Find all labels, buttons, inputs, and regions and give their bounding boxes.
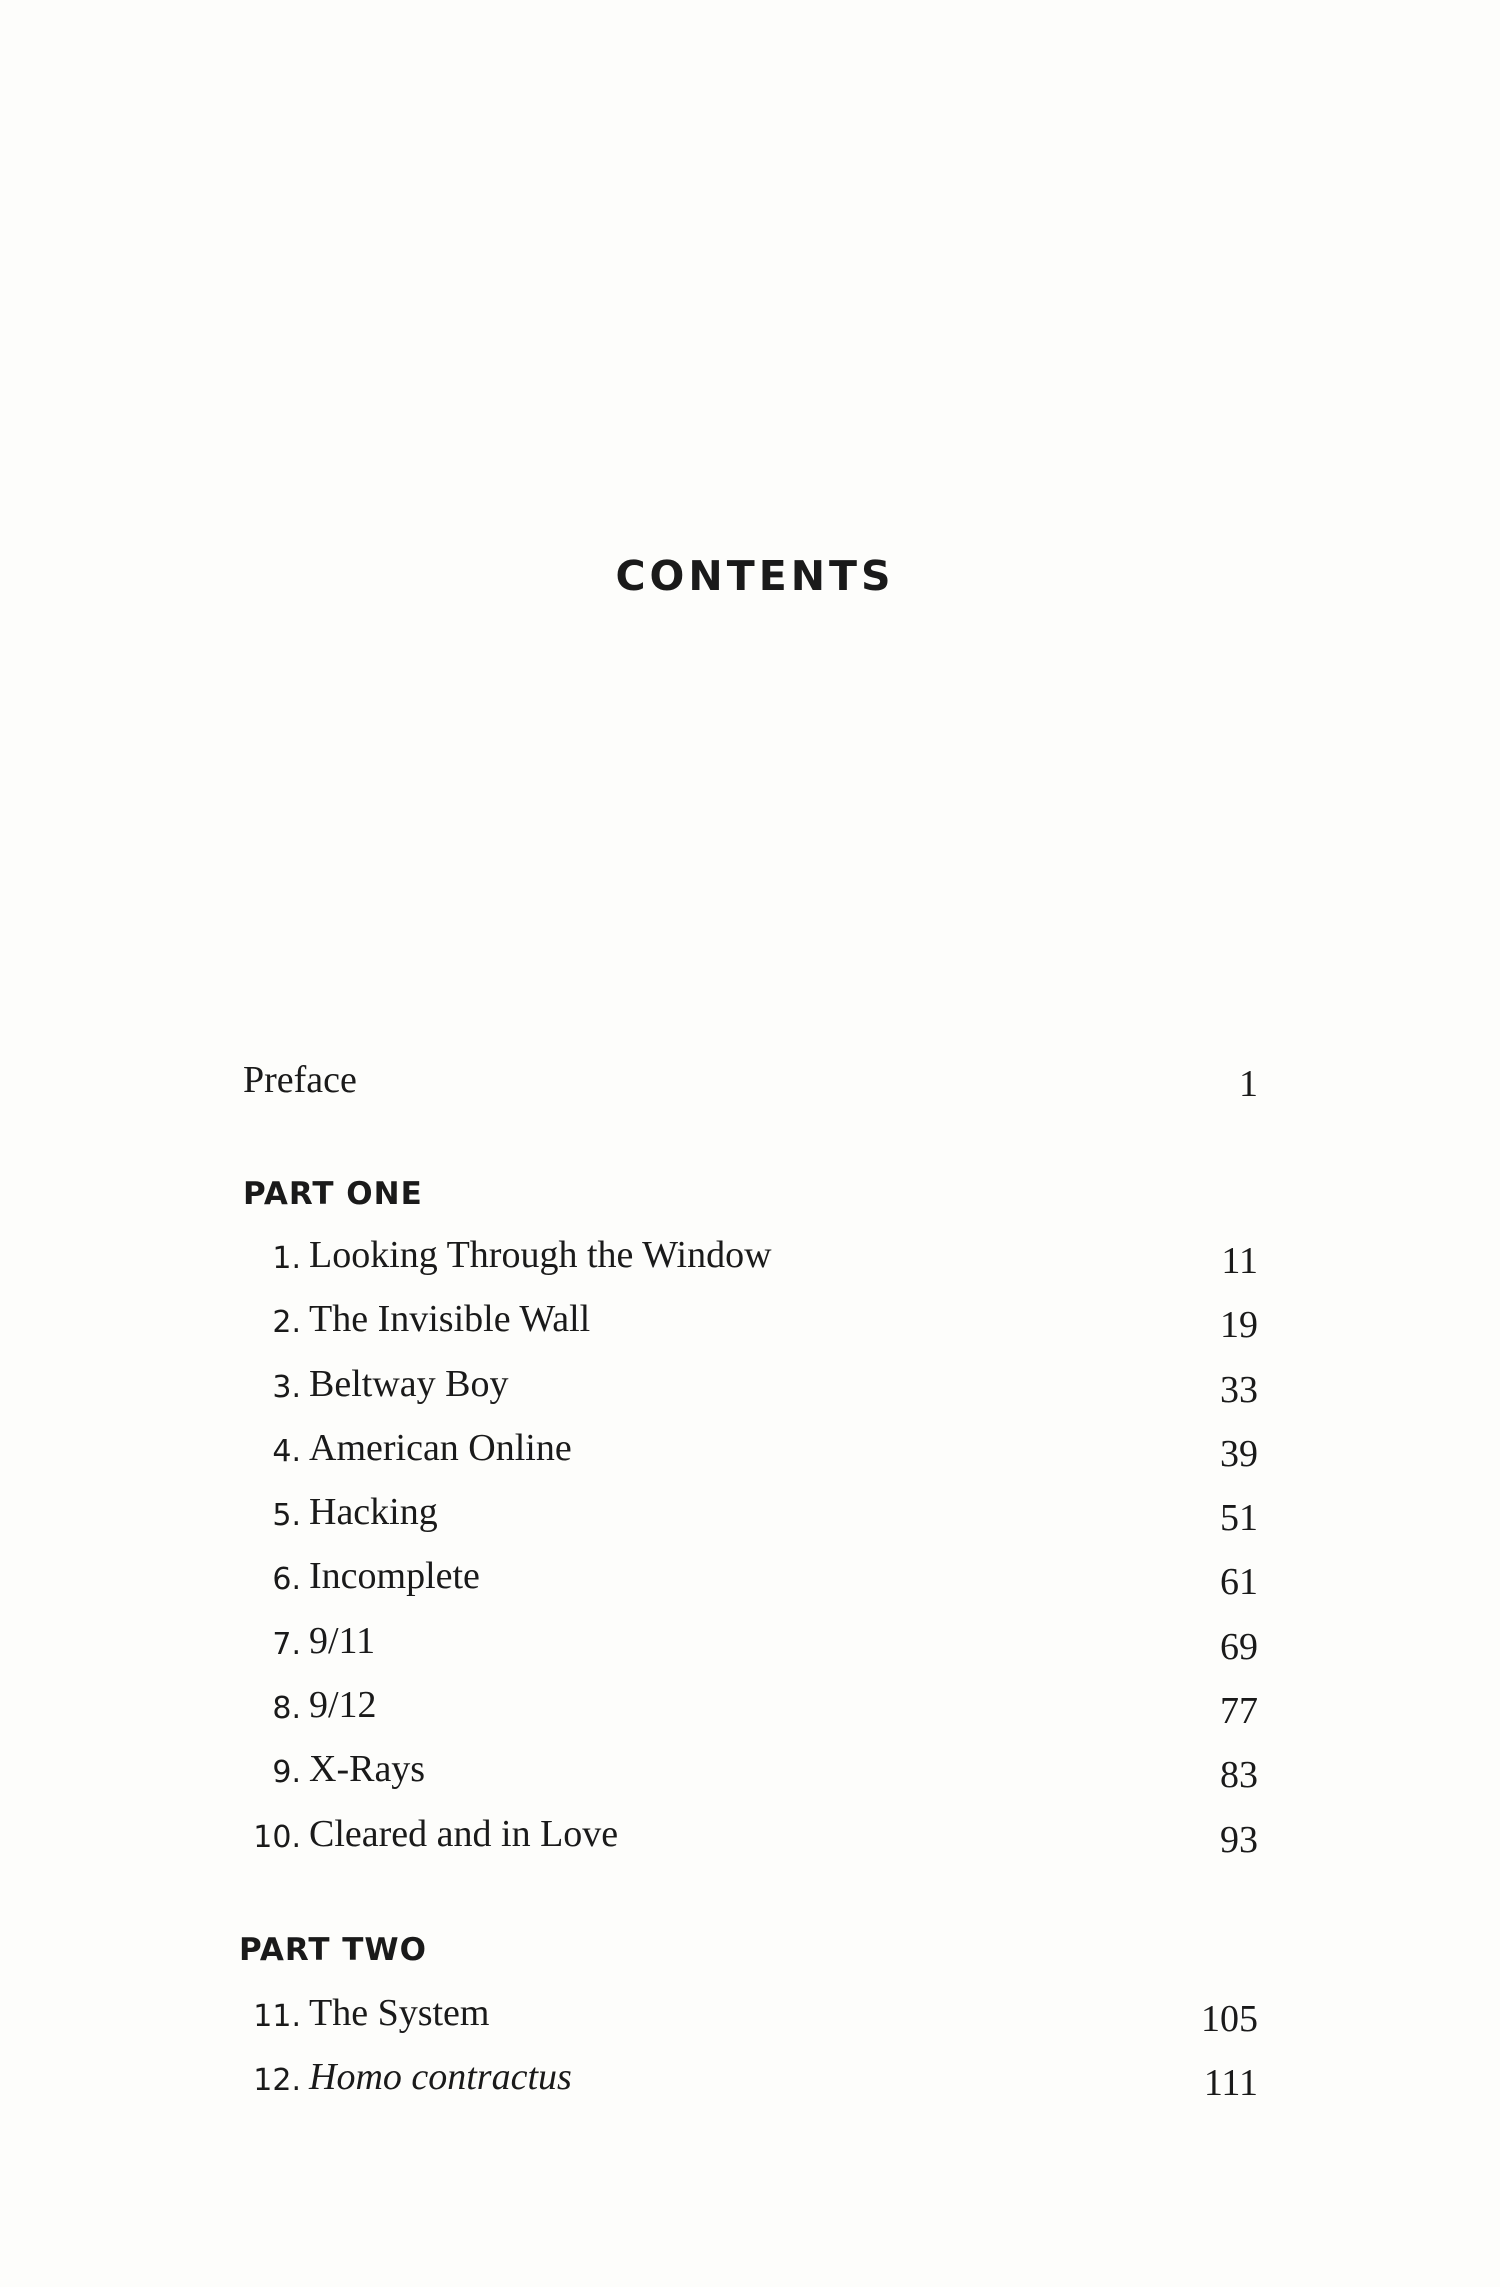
toc-entry-preface bbox=[243, 1057, 1258, 1107]
chapter-title: Looking Through the Window bbox=[309, 1234, 772, 1276]
toc-entry bbox=[243, 1682, 1258, 1746]
part-two-heading: PART TWO bbox=[239, 1932, 427, 1968]
chapter-title: The System bbox=[309, 1992, 490, 2034]
toc-entry bbox=[243, 1296, 1258, 1360]
toc-entry bbox=[243, 1990, 1258, 2054]
chapter-page-number: 51 bbox=[1220, 1497, 1258, 1540]
preface-page-number: 1 bbox=[1239, 1063, 1258, 1105]
toc-entry bbox=[243, 1361, 1258, 1425]
chapter-title: The Invisible Wall bbox=[309, 1298, 591, 1341]
chapter-number: 5. bbox=[272, 1498, 301, 1534]
toc-entry bbox=[243, 1553, 1258, 1617]
chapter-number: 10. bbox=[253, 1819, 301, 1855]
chapter-page-number: 93 bbox=[1220, 1818, 1258, 1861]
chapter-number: 2. bbox=[272, 1305, 301, 1341]
chapter-title: Homo contractus bbox=[309, 2056, 572, 2099]
chapter-page-number: 39 bbox=[1220, 1432, 1258, 1475]
chapter-number: 6. bbox=[272, 1562, 301, 1598]
chapter-title: Hacking bbox=[309, 1491, 438, 1534]
toc-entry bbox=[243, 1232, 1258, 1296]
part-two-chapter-list bbox=[243, 1990, 1258, 2119]
toc-entry bbox=[243, 2054, 1258, 2118]
chapter-page-number: 33 bbox=[1220, 1368, 1258, 1411]
toc-entry bbox=[243, 1425, 1258, 1489]
page-title: CONTENTS bbox=[615, 552, 895, 600]
chapter-title: Beltway Boy bbox=[309, 1362, 509, 1405]
chapter-title: 9/12 bbox=[309, 1684, 377, 1727]
chapter-page-number: 105 bbox=[1201, 1998, 1258, 2040]
chapter-number: 11. bbox=[253, 1999, 301, 2034]
chapter-number: 9. bbox=[272, 1755, 301, 1791]
chapter-title: American Online bbox=[309, 1426, 572, 1469]
toc-entry bbox=[243, 1618, 1258, 1682]
chapter-page-number: 11 bbox=[1221, 1240, 1258, 1282]
chapter-number: 7. bbox=[272, 1626, 301, 1662]
chapter-title: 9/11 bbox=[309, 1619, 376, 1662]
part-one-chapter-list bbox=[243, 1232, 1258, 1875]
toc-entry bbox=[243, 1489, 1258, 1553]
chapter-number: 4. bbox=[272, 1433, 301, 1469]
chapter-page-number: 61 bbox=[1220, 1561, 1258, 1604]
chapter-title: Cleared and in Love bbox=[309, 1812, 619, 1855]
part-one-heading: PART ONE bbox=[243, 1176, 423, 1212]
chapter-page-number: 19 bbox=[1220, 1304, 1258, 1347]
toc-entry bbox=[243, 1746, 1258, 1810]
preface-title: Preface bbox=[243, 1059, 357, 1101]
chapter-page-number: 69 bbox=[1220, 1625, 1258, 1668]
chapter-title: X-Rays bbox=[309, 1748, 426, 1791]
toc-entry bbox=[243, 1811, 1258, 1875]
chapter-page-number: 77 bbox=[1220, 1690, 1258, 1733]
chapter-title: Incomplete bbox=[309, 1555, 480, 1598]
chapter-number: 1. bbox=[272, 1241, 301, 1276]
chapter-page-number: 83 bbox=[1220, 1754, 1258, 1797]
chapter-page-number: 111 bbox=[1203, 2062, 1258, 2105]
chapter-number: 12. bbox=[253, 2063, 301, 2099]
chapter-number: 3. bbox=[272, 1369, 301, 1405]
chapter-number: 8. bbox=[272, 1691, 301, 1727]
